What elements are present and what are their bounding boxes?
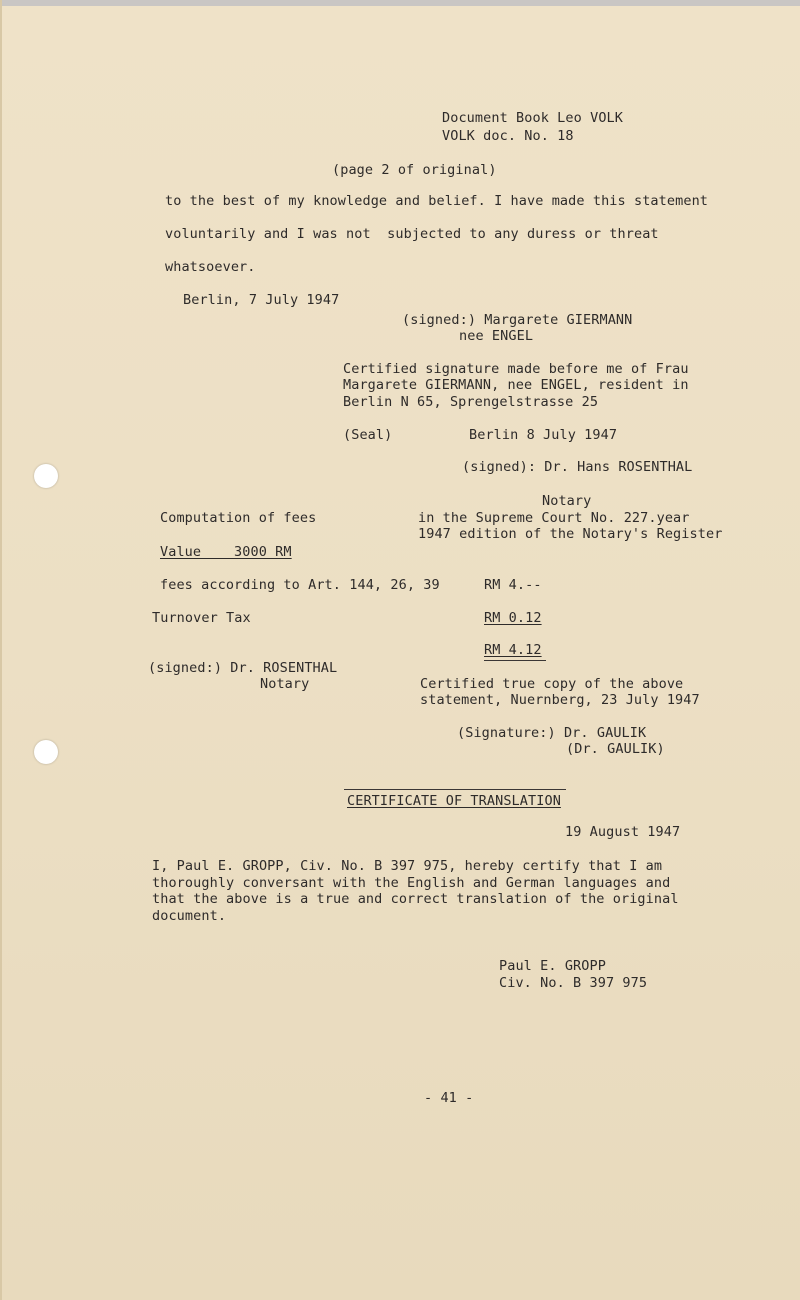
copy-rule bbox=[484, 660, 546, 661]
scan-top-edge bbox=[2, 0, 800, 6]
page-reference: (page 2 of original) bbox=[332, 162, 497, 178]
translation-line-3: that the above is a true and correct translation of the original bbox=[152, 891, 679, 907]
statement-line-1: to the best of my knowledge and belief. I have made this statement bbox=[165, 193, 709, 209]
statement-signature: (signed:) Margarete GIERMANN bbox=[402, 312, 633, 328]
fees-heading: Computation of fees bbox=[160, 510, 317, 526]
fees-value: Value 3000 RM bbox=[160, 544, 292, 560]
notary-signature: (signed): Dr. Hans ROSENTHAL bbox=[462, 459, 693, 475]
translation-heading: CERTIFICATE OF TRANSLATION bbox=[347, 793, 561, 809]
turnover-tax-label: Turnover Tax bbox=[152, 610, 251, 626]
fees-signature: (signed:) Dr. ROSENTHAL bbox=[148, 660, 338, 676]
seal-label: (Seal) bbox=[343, 427, 393, 443]
translation-rule bbox=[344, 789, 566, 790]
court-line-2: 1947 edition of the Notary's Register bbox=[418, 526, 723, 542]
certification-line-1: Certified signature made before me of Frau bbox=[343, 361, 689, 377]
notary-title: Notary bbox=[542, 493, 592, 509]
statement-line-3: whatsoever. bbox=[165, 259, 256, 275]
statement-line-2: voluntarily and I was not subjected to any duress or threat bbox=[165, 226, 659, 242]
certification-line-3: Berlin N 65, Sprengelstrasse 25 bbox=[343, 394, 599, 410]
translation-line-2: thoroughly conversant with the English and German languages and bbox=[152, 875, 671, 891]
certification-line-2: Margarete GIERMANN, nee ENGEL, resident in bbox=[343, 377, 689, 393]
turnover-tax-amount: RM 0.12 bbox=[484, 610, 542, 626]
statement-place-date: Berlin, 7 July 1947 bbox=[183, 292, 340, 308]
page-number: - 41 - bbox=[424, 1090, 474, 1106]
translation-date: 19 August 1947 bbox=[565, 824, 681, 840]
punch-hole-bottom bbox=[34, 740, 58, 764]
fees-signature-title: Notary bbox=[260, 676, 310, 692]
translation-line-4: document. bbox=[152, 908, 227, 924]
true-copy-signature: (Signature:) Dr. GAULIK bbox=[457, 725, 647, 741]
document-number: VOLK doc. No. 18 bbox=[442, 128, 574, 144]
true-copy-line-2: statement, Nuernberg, 23 July 1947 bbox=[420, 692, 700, 708]
translator-civ-no: Civ. No. B 397 975 bbox=[499, 975, 648, 991]
court-line-1: in the Supreme Court No. 227.year bbox=[418, 510, 690, 526]
translator-name: Paul E. GROPP bbox=[499, 958, 606, 974]
translation-line-1: I, Paul E. GROPP, Civ. No. B 397 975, hereby certify that I am bbox=[152, 858, 663, 874]
true-copy-line-1: Certified true copy of the above bbox=[420, 676, 684, 692]
fees-amount: RM 4.-- bbox=[484, 577, 542, 593]
certification-place-date: Berlin 8 July 1947 bbox=[469, 427, 618, 443]
true-copy-signature-name: (Dr. GAULIK) bbox=[566, 741, 665, 757]
fees-label: fees according to Art. 144, 26, 39 bbox=[160, 577, 440, 593]
statement-signature-nee: nee ENGEL bbox=[459, 328, 534, 344]
fees-total: RM 4.12 bbox=[484, 642, 542, 658]
punch-hole-top bbox=[34, 464, 58, 488]
document-book-title: Document Book Leo VOLK bbox=[442, 110, 624, 126]
